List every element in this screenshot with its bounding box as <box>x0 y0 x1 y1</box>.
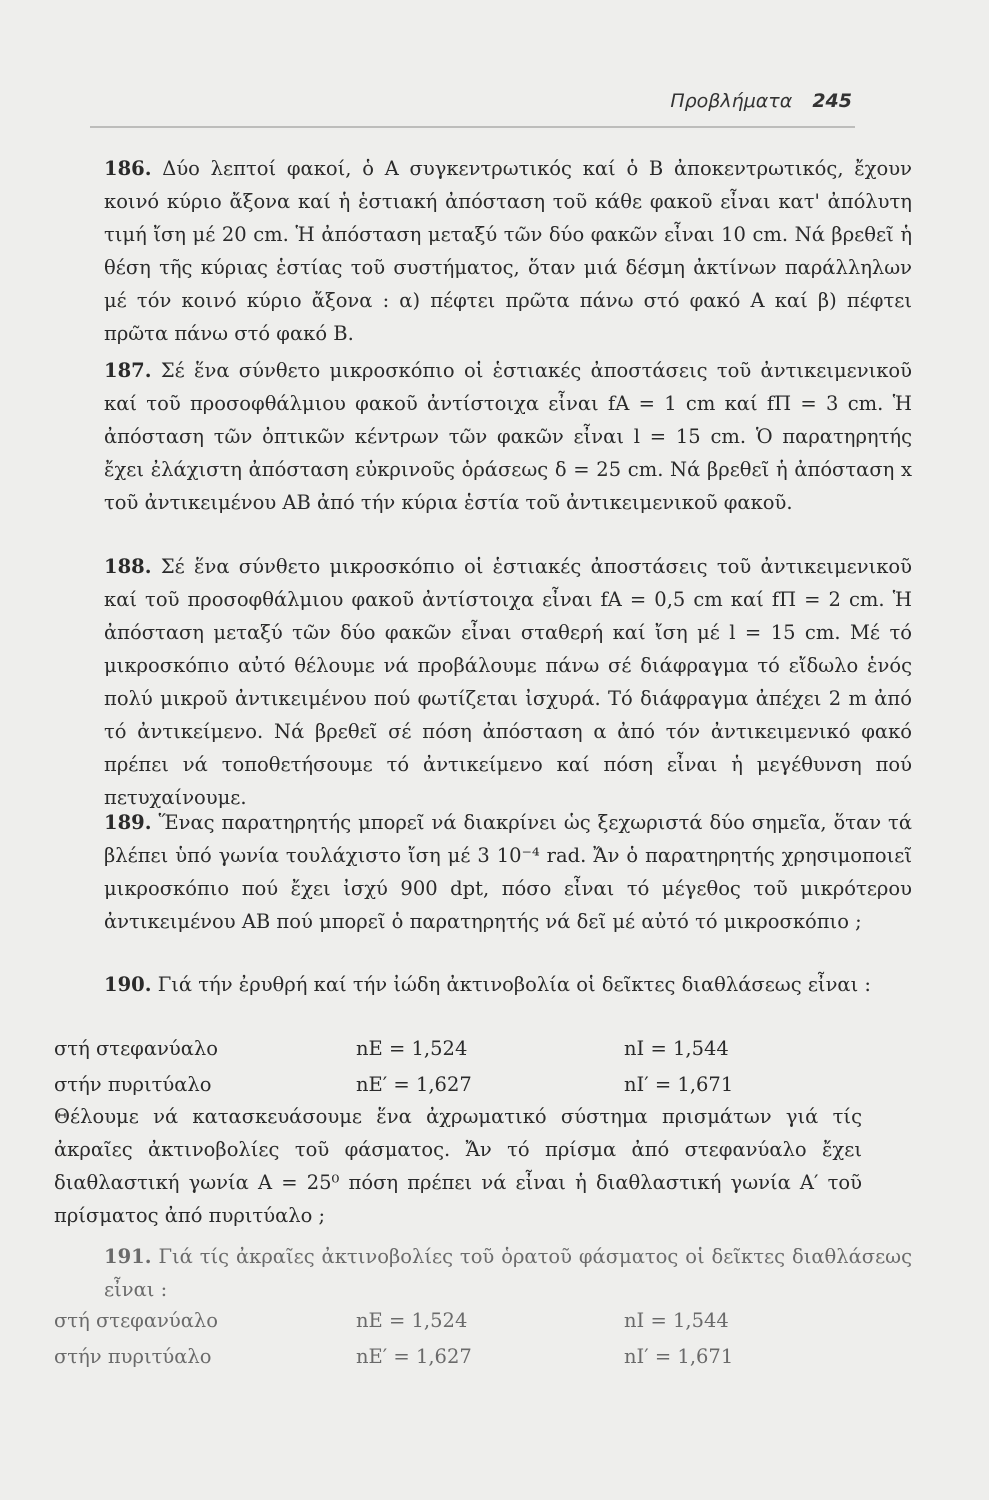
index-red: nE = 1,524 <box>356 1037 468 1060</box>
problem-text: Γιά τίς ἀκραῖες ἀκτινοβολίες τοῦ ὁρατοῦ φάσματος οἱ δεῖκτες διαθλάσεως εἶναι : <box>104 1245 913 1301</box>
problem-text: Ἕνας παρατηρητής μπορεῖ νά διακρίνει ὡς ξεχωριστά δύο σημεῖα, ὅταν τά βλέπει ὑπό γωνία τουλάχιστο ἴση μέ 3 10⁻⁴ rad. Ἄν ὁ παρατηρητής χρησιμοποιεῖ μικροσκόπιο πού ἔχει ἰσχύ 900 dpt, πόσο εἶναι τό μέγεθος τοῦ μικρότερου ἀντικειμένου ΑΒ πού μπορεῖ ὁ παρατηρητής νά δεῖ μέ αὐτό τό μικροσκόπιο ; <box>104 811 912 933</box>
index-red: nE′ = 1,627 <box>356 1345 472 1368</box>
glass-label: στή στεφανύαλο <box>54 1309 218 1332</box>
problem-number: 189. <box>104 811 152 834</box>
glass-label: στή στεφανύαλο <box>54 1037 218 1060</box>
problem-191 <box>54 1240 912 1306</box>
glass-label: στήν πυριτύαλο <box>54 1073 212 1096</box>
problem-number: 186. <box>104 157 152 180</box>
problem-190 <box>54 968 912 1001</box>
chapter-title: Προβλήματα <box>670 90 793 112</box>
index-violet: nI = 1,544 <box>624 1037 729 1060</box>
page-header <box>0 90 852 112</box>
problem-number: 190. <box>104 973 152 996</box>
problem-190-continued <box>54 1100 862 1232</box>
problem-number: 187. <box>104 359 152 382</box>
problem-number: 191. <box>104 1245 152 1268</box>
problem-text: Σέ ἕνα σύνθετο μικροσκόπιο οἱ ἑστιακές ἀποστάσεις τοῦ ἀντικειμενικοῦ καί τοῦ προσοφθάλμιου φακοῦ ἀντίστοιχα εἶναι fA = 0,5 cm καί fΠ = 2 cm. Ἡ ἀπόσταση μεταξύ τῶν δύο φακῶν εἶναι σταθερή καί ἴση μέ l = 15 cm. Μέ τό μικροσκόπιο αὐτό θέλουμε νά προβάλουμε πάνω σέ διάφραγμα τό εἴδωλο ἑνός πολύ μικροῦ ἀντικειμένου πού φωτίζεται ἰσχυρά. Τό διάφραγμα ἀπέχει 2 m ἀπό τό ἀντικείμενο. Νά βρεθεῖ σέ πόση ἀπόσταση α ἀπό τόν ἀντικειμενικό φακό πρέπει νά τοποθετήσουμε τό ἀντικείμενο καί πόση εἶναι ἡ μεγέθυνση πού πετυχαίνουμε. <box>104 555 912 809</box>
index-violet: nI = 1,544 <box>624 1309 729 1332</box>
problem-188 <box>54 550 912 814</box>
problem-text: Σέ ἕνα σύνθετο μικροσκόπιο οἱ ἑστιακές ἀποστάσεις τοῦ ἀντικειμενικοῦ καί τοῦ προσοφθάλμιου φακοῦ ἀντίστοιχα εἶναι fA = 1 cm καί fΠ = 3 cm. Ἡ ἀπόσταση τῶν ὀπτικῶν κέντρων τῶν φακῶν εἶναι l = 15 cm. Ὁ παρατηρητής ἔχει ἐλάχιστη ἀπόσταση εὐκρινοῦς ὁράσεως δ = 25 cm. Νά βρεθεῖ ἡ ἀπόσταση x τοῦ ἀντικειμένου ΑΒ ἀπό τήν κύρια ἑστία τοῦ ἀντικειμενικοῦ φακοῦ. <box>104 359 912 514</box>
problem-number: 188. <box>104 555 152 578</box>
page-number: 245 <box>812 90 852 112</box>
problem-text: Γιά τήν ἐρυθρή καί τήν ἰώδη ἀκτινοβολία οἱ δεῖκτες διαθλάσεως εἶναι : <box>157 973 872 996</box>
problem-text: Θέλουμε νά κατασκευάσουμε ἕνα ἀχρωματικό σύστημα πρισμάτων γιά τίς ἀκραῖες ἀκτινοβολίες τοῦ φάσματος. Ἄν τό πρίσμα ἀπό στεφανύαλο ἔχει διαθλαστική γωνία Α = 25⁰ πόση πρέπει νά εἶναι ἡ διαθλαστική γωνία Α′ τοῦ πρίσματος ἀπό πυριτύαλο ; <box>54 1105 862 1227</box>
index-red: nE = 1,524 <box>356 1309 468 1332</box>
problem-187 <box>54 354 912 519</box>
index-violet: nI′ = 1,671 <box>624 1073 734 1096</box>
glass-label: στήν πυριτύαλο <box>54 1345 212 1368</box>
index-violet: nI′ = 1,671 <box>624 1345 734 1368</box>
problem-186 <box>54 152 912 350</box>
problem-189 <box>54 806 912 938</box>
index-red: nE′ = 1,627 <box>356 1073 472 1096</box>
problem-text: Δύο λεπτοί φακοί, ὁ Α συγκεντρωτικός καί ὁ Β ἀποκεντρωτικός, ἔχουν κοινό κύριο ἄξονα καί ἡ ἑστιακή ἀπόσταση τοῦ κάθε φακοῦ εἶναι κατ' ἀπόλυτη τιμή ἴση μέ 20 cm. Ἡ ἀπόσταση μεταξύ τῶν δύο φακῶν εἶναι 10 cm. Νά βρεθεῖ ἡ θέση τῆς κύριας ἑστίας τοῦ συστήματος, ὅταν μιά δέσμη ἀκτίνων παράλληλων μέ τόν κοινό κύριο ἄξονα : α) πέφτει πρῶτα πάνω στό φακό Α καί β) πέφτει πρῶτα πάνω στό φακό Β. <box>104 157 912 345</box>
header-rule <box>90 126 855 128</box>
